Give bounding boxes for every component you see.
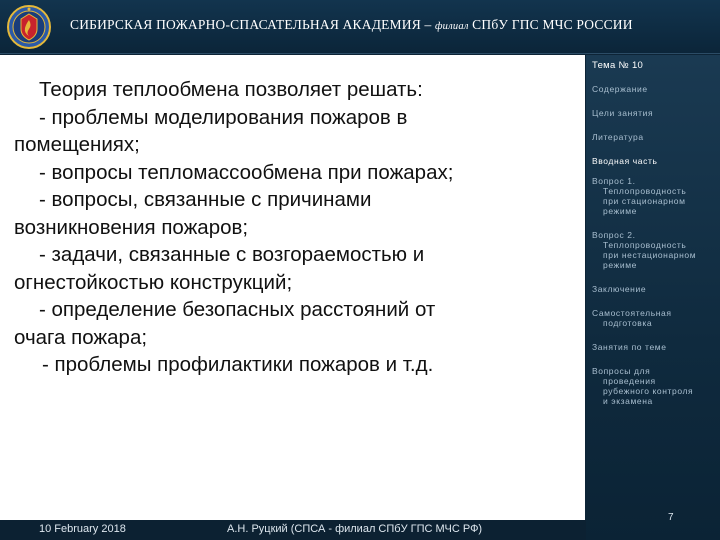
content-line: - определение безопасных расстояний от xyxy=(39,298,436,321)
content-line: очага пожара; xyxy=(14,325,148,349)
header-title: СИБИРСКАЯ ПОЖАРНО-СПАСАТЕЛЬНАЯ АКАДЕМИЯ – филиал СПбУ ГПС МЧС РОССИИ xyxy=(70,17,633,32)
sidebar-item-conclusion[interactable]: Заключение xyxy=(592,284,647,294)
footer-date: 10 February 2018 xyxy=(39,523,126,535)
content-line: - проблемы моделирования пожаров в xyxy=(39,105,408,129)
sidebar-nav xyxy=(586,55,720,540)
topic-label: Тема № 10 xyxy=(592,60,644,71)
sidebar-item-goals[interactable]: Цели занятия xyxy=(592,108,654,118)
sidebar-item-topic-classes[interactable]: Занятия по теме xyxy=(592,342,667,352)
sidebar-item-introduction[interactable]: Вводная часть xyxy=(592,156,658,166)
content-line: огнестойкостью конструкций; xyxy=(14,270,293,294)
sidebar-item-self-study[interactable]: Самостоятельная подготовка xyxy=(592,308,672,328)
slide-text xyxy=(14,76,580,379)
content-line: - задачи, связанные с возгораемостью и xyxy=(39,243,425,266)
page-number: 7 xyxy=(668,512,674,523)
sidebar-item-literature[interactable]: Литература xyxy=(592,132,644,142)
footer-bar xyxy=(0,520,586,540)
academy-emblem-icon xyxy=(7,5,51,49)
content-line: - вопросы, связанные с причинами xyxy=(39,188,372,211)
content-line: помещениях; xyxy=(14,133,140,156)
header-bar xyxy=(0,0,720,54)
content-line: Теория теплообмена позволяет решать: xyxy=(39,78,423,101)
content-line: - вопросы тепломассообмена при пожарах; xyxy=(39,160,454,184)
content-line: возникновения пожаров; xyxy=(14,215,249,239)
sidebar-item-exam-questions[interactable]: Вопросы для проведения рубежного контроля и экзамена xyxy=(592,366,694,406)
footer-author: А.Н. Руцкий (СПСА - филиал СПбУ ГПС МЧС РФ) xyxy=(227,523,483,535)
sidebar-item-question-1[interactable]: Вопрос 1. Теплопроводность при стационарном режиме xyxy=(592,176,687,216)
sidebar-item-contents[interactable]: Содержание xyxy=(592,84,648,94)
content-line: - проблемы профилактики пожаров и т.д. xyxy=(42,353,434,376)
slide-content xyxy=(0,55,585,520)
sidebar-item-question-2[interactable]: Вопрос 2. Теплопроводность при нестационарном режиме xyxy=(592,230,697,270)
